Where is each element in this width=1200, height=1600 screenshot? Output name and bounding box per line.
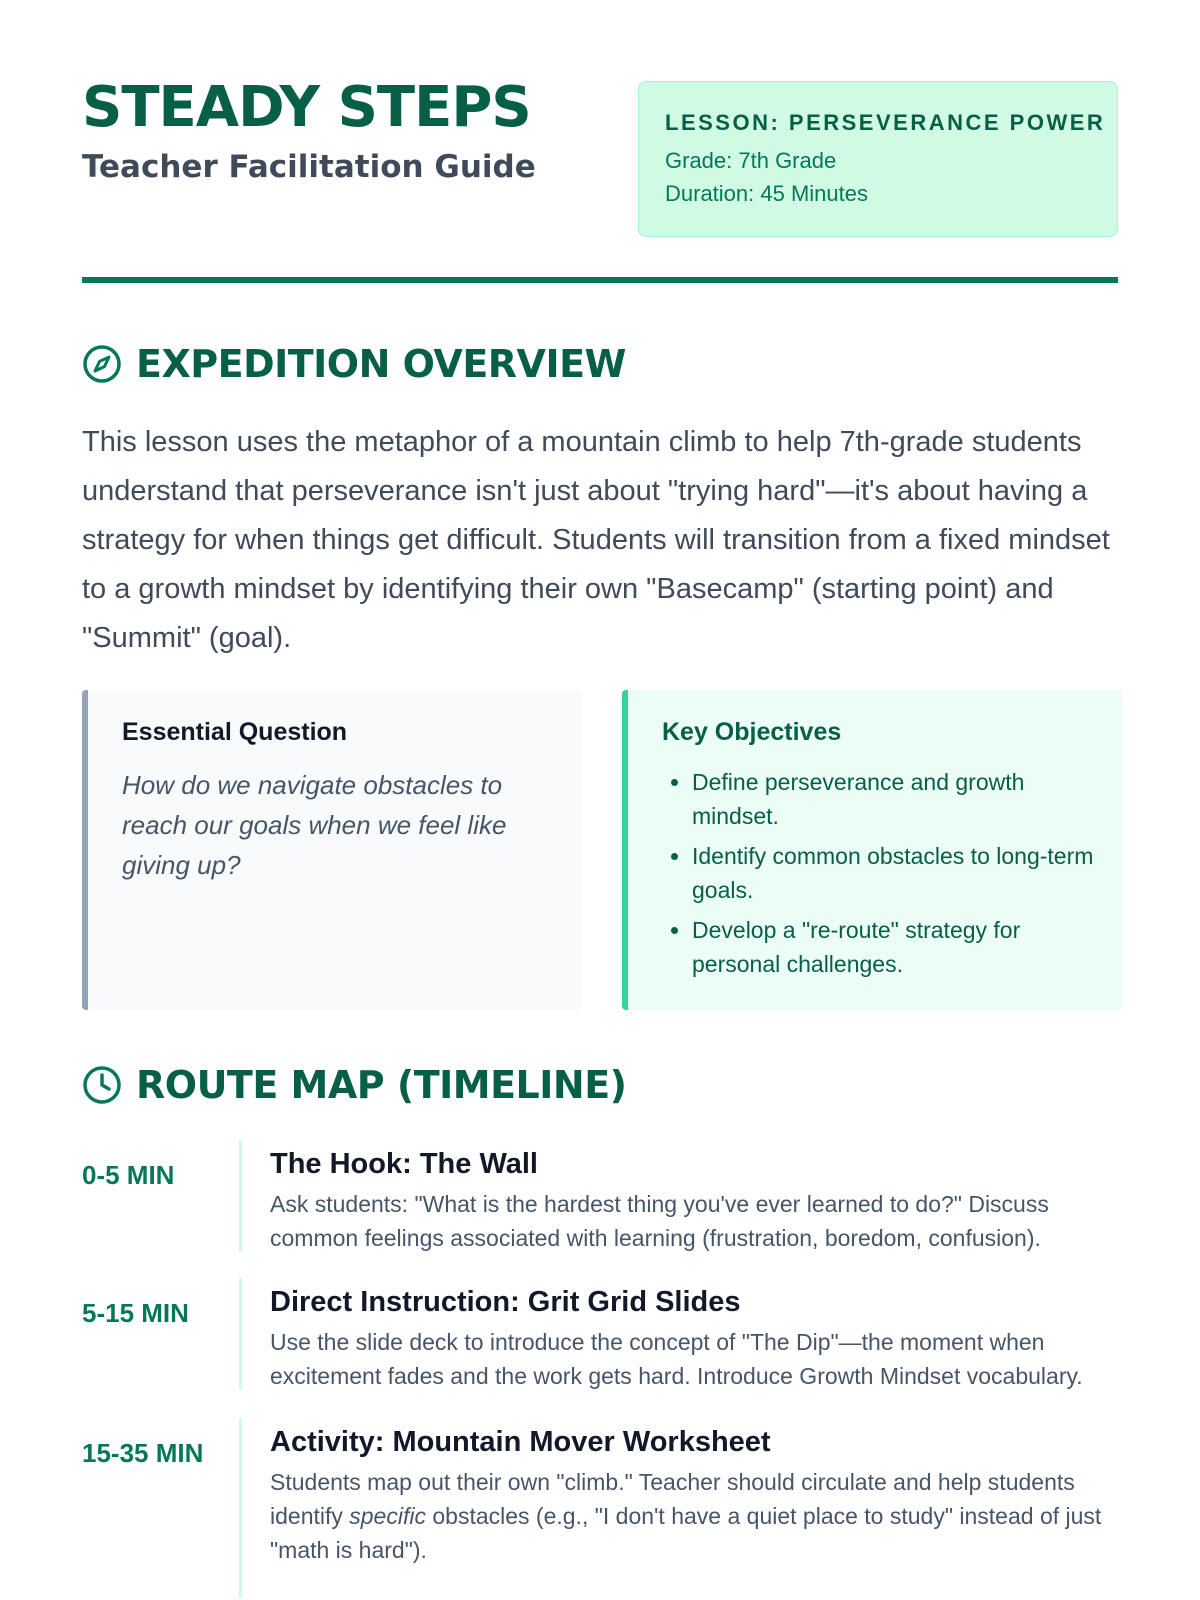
step-description-part: obstacles (e.g., "I don't have a quiet place to study" instead of just "math is hard"). [270, 1503, 1102, 1563]
timeline [82, 1140, 1126, 1598]
lesson-info-card [638, 81, 1118, 237]
timeline-step [82, 1140, 1126, 1278]
step-description-emphasis: specific [349, 1503, 426, 1529]
step-content [239, 1418, 1126, 1598]
lesson-duration: Duration: 45 Minutes [665, 181, 868, 206]
header [82, 0, 1118, 285]
compass-icon [82, 344, 122, 384]
essential-question-box [82, 690, 582, 1010]
step-content [239, 1278, 1126, 1390]
overview-heading-text: EXPEDITION OVERVIEW [136, 342, 626, 386]
header-divider [82, 277, 1118, 283]
step-description [270, 1465, 1126, 1567]
step-description-part: Students map out their own "climb." Teacher should circulate and help students identify [270, 1469, 1075, 1529]
timeline-heading-text: ROUTE MAP (TIMELINE) [136, 1063, 627, 1107]
brand-subtitle: Teacher Facilitation Guide [82, 149, 536, 185]
objectives-list [662, 765, 1094, 981]
essential-question-title: Essential Question [122, 718, 348, 746]
clock-icon [82, 1065, 122, 1105]
key-objectives-box [622, 690, 1122, 1010]
objective-item: • Define perseverance and growth mindset. [692, 765, 1094, 833]
step-title: Direct Instruction: Grit Grid Slides [270, 1286, 741, 1318]
step-description: Use the slide deck to introduce the concept of "The Dip"—the moment when excitement fades and the work gets hard. Introduce Growth Mindset vocabulary. [270, 1329, 1083, 1389]
brand-title: STEADY STEPS [82, 75, 531, 140]
step-description: Ask students: "What is the hardest thing you've ever learned to do?" Discuss common feelings associated with learning (frustration, boredom, confusion). [270, 1191, 1049, 1251]
lesson-name: LESSON: PERSEVERANCE POWER [665, 110, 1106, 135]
step-content [239, 1140, 1126, 1252]
overview-heading [82, 334, 626, 394]
timeline-step [82, 1278, 1126, 1418]
objective-item: • Identify common obstacles to long-term goals. [692, 839, 1094, 907]
overview-body: This lesson uses the metaphor of a mountain climb to help 7th-grade students understand that perseverance isn't just about "trying hard"—it's about having a strategy for when things get difficult. Students will transition from a fixed mindset to a growth mindset by identifying their own "Basecamp" (starting point) and "Summit" (goal). [82, 426, 1110, 654]
timeline-heading [82, 1055, 627, 1115]
objective-item: • Develop a "re-route" strategy for personal challenges. [692, 913, 1094, 981]
timeline-step [82, 1418, 1126, 1598]
step-time: 5-15 MIN [82, 1298, 189, 1328]
essential-question-text: How do we navigate obstacles to reach our goals when we feel like giving up? [122, 770, 507, 880]
step-title: The Hook: The Wall [270, 1148, 538, 1180]
step-time: 15-35 MIN [82, 1438, 204, 1468]
lesson-grade: Grade: 7th Grade [665, 148, 837, 173]
step-title: Activity: Mountain Mover Worksheet [270, 1426, 771, 1458]
key-objectives-title: Key Objectives [662, 718, 842, 746]
step-time: 0-5 MIN [82, 1160, 175, 1190]
